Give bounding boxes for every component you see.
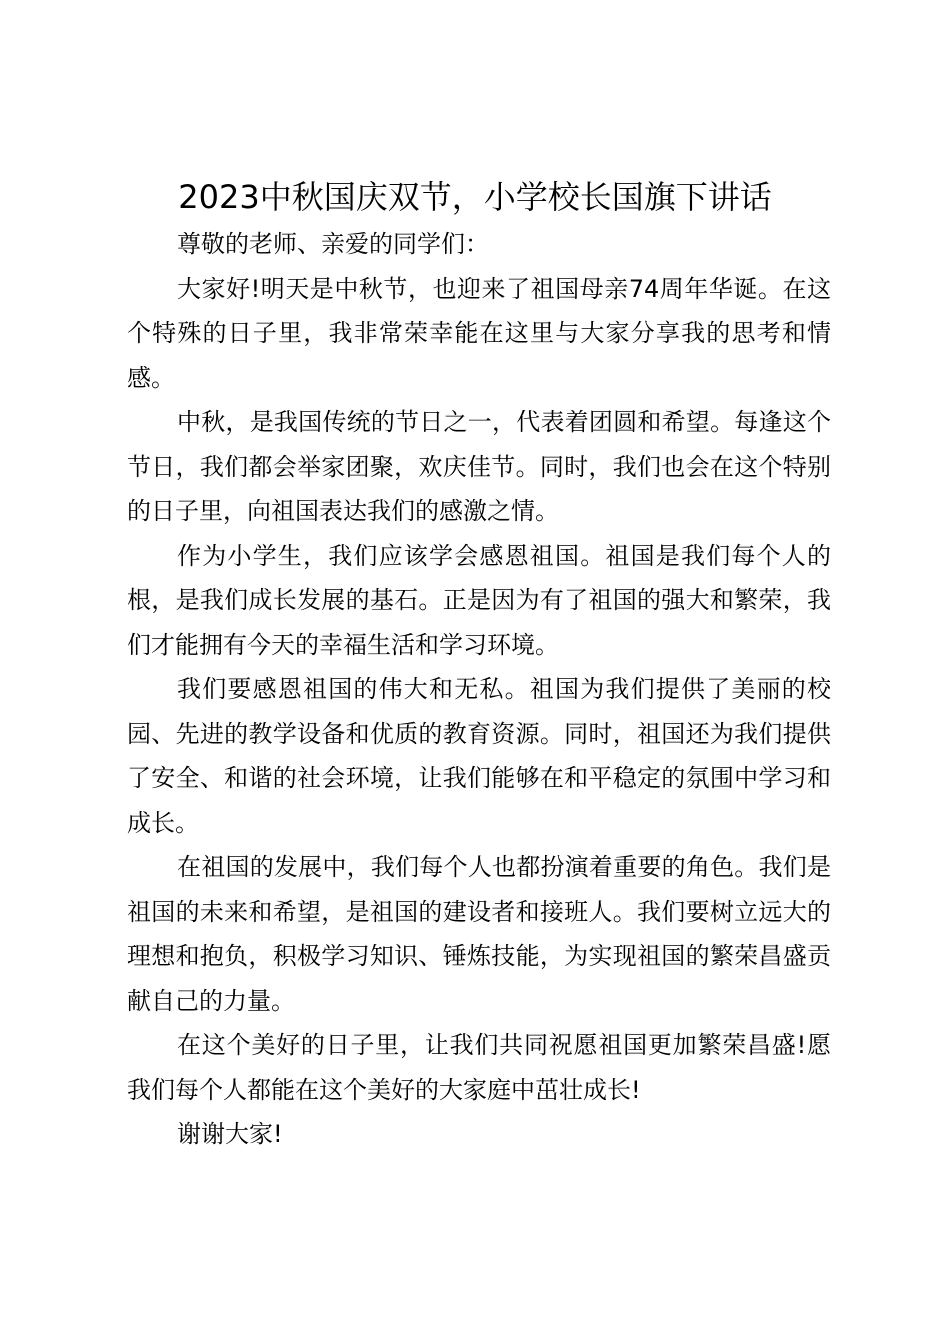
body-paragraph: 在这个美好的日子里，让我们共同祝愿祖国更加繁荣昌盛!愿我们每个人都能在这个美好的大家庭中茁壮成长! — [127, 1031, 831, 1104]
body-paragraph: 中秋，是我国传统的节日之一，代表着团圆和希望。每逢这个节日，我们都会举家团聚，欢庆佳节。同时，我们也会在这个特别的日子里，向祖国表达我们的感激之情。 — [127, 408, 831, 525]
salutation-paragraph: 尊敬的老师、亲爱的同学们： — [177, 230, 489, 258]
document-body — [127, 222, 831, 1157]
body-paragraph: 大家好!明天是中秋节，也迎来了祖国母亲74周年华诞。在这个特殊的日子里，我非常荣幸能在这里与大家分享我的思考和情感。 — [127, 274, 831, 392]
body-paragraph: 我们要感恩祖国的伟大和无私。祖国为我们提供了美丽的校园、先进的教学设备和优质的教育资源。同时，祖国还为我们提供了安全、和谐的社会环境，让我们能够在和平稳定的氛围中学习和成长。 — [127, 675, 831, 837]
body-paragraph: 在祖国的发展中，我们每个人也都扮演着重要的角色。我们是祖国的未来和希望，是祖国的建设者和接班人。我们要树立远大的理想和抱负，积极学习知识、锤炼技能，为实现祖国的繁荣昌盛贡献自己的力量。 — [127, 853, 831, 1015]
document-title: 2023中秋国庆双节，小学校长国旗下讲话 — [178, 178, 772, 216]
body-paragraph: 作为小学生，我们应该学会感恩祖国。祖国是我们每个人的根，是我们成长发展的基石。正是因为有了祖国的强大和繁荣，我们才能拥有今天的幸福生活和学习环境。 — [127, 541, 831, 659]
closing-paragraph: 谢谢大家! — [177, 1120, 283, 1148]
